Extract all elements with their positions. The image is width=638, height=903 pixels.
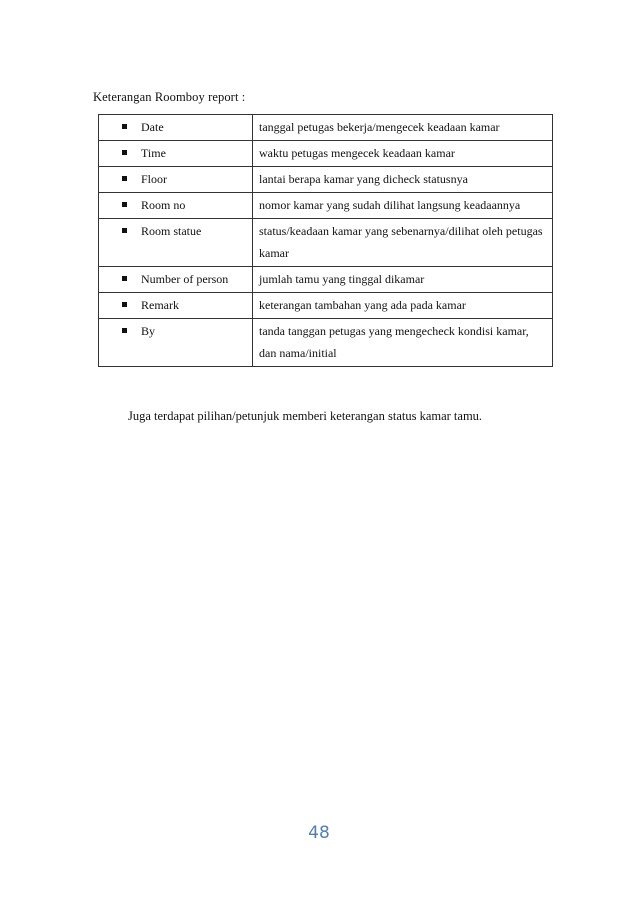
table-row <box>99 115 553 141</box>
description-cell: lantai berapa kamar yang dicheck statusnya <box>253 167 553 193</box>
square-bullet-icon <box>122 150 127 155</box>
term-cell <box>99 115 253 141</box>
square-bullet-icon <box>122 276 127 281</box>
term-cell <box>99 193 253 219</box>
description-cell: status/keadaan kamar yang sebenarnya/dilihat oleh petugas kamar <box>253 219 553 267</box>
description-cell: keterangan tambahan yang ada pada kamar <box>253 293 553 319</box>
term-cell <box>99 267 253 293</box>
term-label: Floor <box>141 172 168 186</box>
term-cell <box>99 319 253 367</box>
square-bullet-icon <box>122 228 127 233</box>
table-row <box>99 219 553 267</box>
square-bullet-icon <box>122 328 127 333</box>
description-cell: waktu petugas mengecek keadaan kamar <box>253 141 553 167</box>
description-cell: tanggal petugas bekerja/mengecek keadaan kamar <box>253 115 553 141</box>
table-row <box>99 141 553 167</box>
description-cell: tanda tanggan petugas yang mengecheck kondisi kamar, dan nama/initial <box>253 319 553 367</box>
term-cell <box>99 219 253 267</box>
table-row <box>99 319 553 367</box>
term-label: Time <box>141 146 166 160</box>
table-row <box>99 293 553 319</box>
description-cell: jumlah tamu yang tinggal dikamar <box>253 267 553 293</box>
square-bullet-icon <box>122 302 127 307</box>
term-label: Room no <box>141 198 186 212</box>
square-bullet-icon <box>122 124 127 129</box>
term-label: Room statue <box>141 224 202 238</box>
table-row <box>99 267 553 293</box>
description-cell: nomor kamar yang sudah dilihat langsung keadaannya <box>253 193 553 219</box>
term-label: Number of person <box>141 272 229 286</box>
table-row <box>99 167 553 193</box>
term-label: Remark <box>141 298 179 312</box>
square-bullet-icon <box>122 202 127 207</box>
term-cell <box>99 293 253 319</box>
table-row <box>99 193 553 219</box>
page-number: 48 <box>308 823 330 843</box>
term-label: By <box>141 324 156 338</box>
term-cell <box>99 141 253 167</box>
section-heading: Keterangan Roomboy report : <box>93 90 246 104</box>
closing-paragraph: Juga terdapat pilihan/petunjuk memberi keterangan status kamar tamu. <box>128 409 483 423</box>
roomboy-report-table <box>98 114 553 367</box>
term-cell <box>99 167 253 193</box>
term-label: Date <box>141 120 164 134</box>
square-bullet-icon <box>122 176 127 181</box>
